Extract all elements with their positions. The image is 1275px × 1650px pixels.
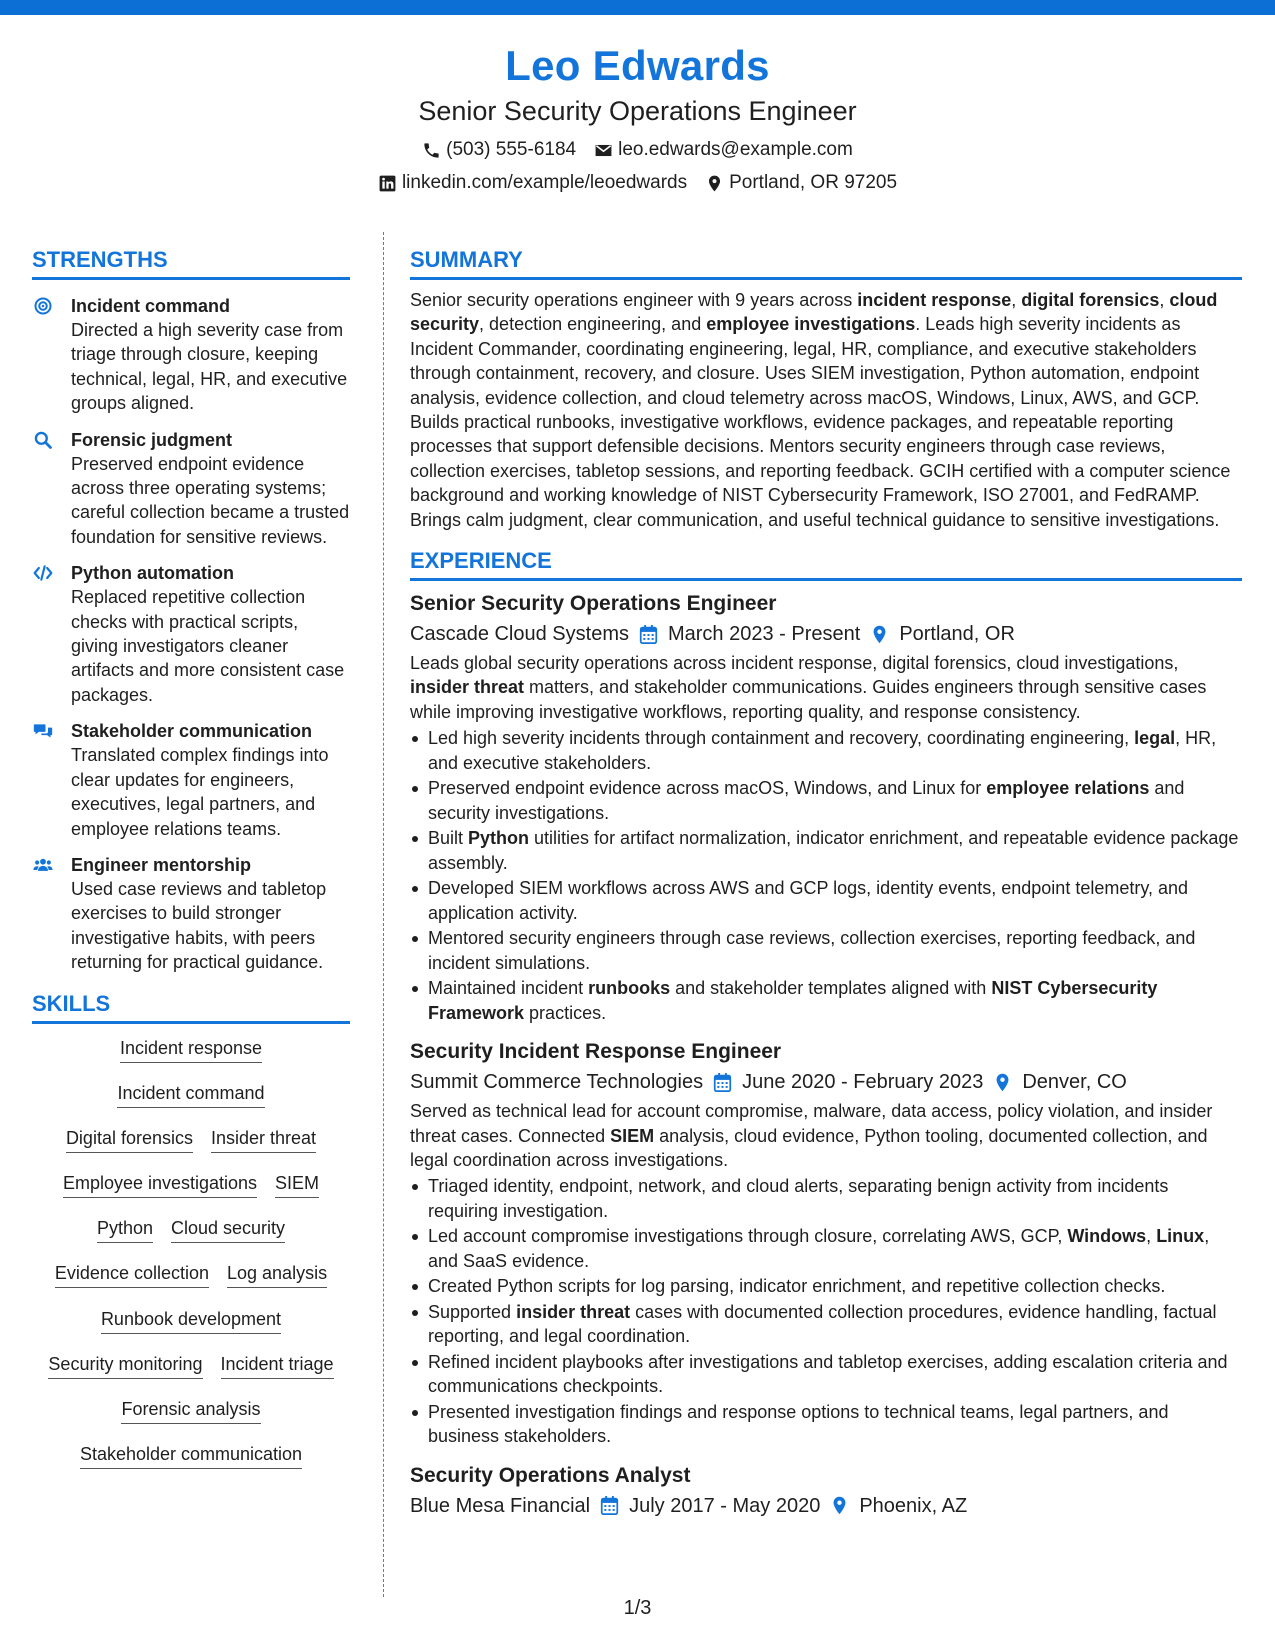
- emphasis-text: SIEM: [610, 1125, 655, 1146]
- experience-list: [410, 589, 1242, 1521]
- contact-line-1: [0, 138, 1275, 162]
- skill-tag: Insider threat: [211, 1126, 316, 1153]
- emphasis-text: insider threat: [410, 677, 525, 698]
- text-run: ,: [1011, 290, 1022, 310]
- strength-desc: Translated complex findings into clear updates for engineers, executives, legal partners, and employee relations teams.: [71, 745, 329, 839]
- text-run: Senior security operations engineer with 9 years across: [410, 290, 858, 310]
- emphasis-text: legal: [1134, 728, 1176, 749]
- strength-item: [32, 719, 350, 841]
- skill-tag: Cloud security: [171, 1216, 285, 1243]
- resume-header: [0, 40, 1275, 195]
- job-bullet: [410, 1350, 1242, 1399]
- text-run: Led account compromise investigations through closure, correlating AWS, GCP,: [428, 1226, 1068, 1247]
- job-bullet: [410, 826, 1242, 875]
- skill-row: [32, 1261, 350, 1306]
- emphasis-text: incident response: [857, 290, 1012, 310]
- emphasis-text: employee relations: [986, 778, 1150, 799]
- skill-row: [32, 1397, 350, 1442]
- job-bullets: [410, 726, 1242, 1025]
- strength-desc: Directed a high severity case from triage through closure, keeping technical, legal, HR, and executive groups aligned.: [71, 320, 348, 414]
- skill-tag: Python: [97, 1216, 153, 1243]
- text-run: ,: [1159, 290, 1170, 310]
- skill-row: [32, 1352, 350, 1397]
- skill-tag: Log analysis: [227, 1261, 327, 1288]
- text-run: and stakeholder templates aligned with: [670, 978, 992, 999]
- skill-tag: Evidence collection: [55, 1261, 209, 1288]
- text-run: . Leads high severity incidents as Incident Commander, coordinating engineering, legal, HR, compliance, and executive stakeholders through containment, recovery, and closure. Uses SIEM investigation, Python automation, endpoint analysis, evidence collection, and cloud telemetry across macOS, Windows, Linux, AWS, and GCP. Builds practical runbooks, investigative workflows, evidence packages, and repeatable reporting processes that support defensible decisions. Mentors security engineers through case reviews, collection exercises, tabletop sessions, and reporting feedback. GCIH certified with a computer science background and working knowledge of NIST Cybersecurity Framework, ISO 27001, and FedRAMP. Brings calm judgment, clear communication, and useful technical guidance to sensitive investigations.: [410, 314, 1231, 530]
- job-bullet: [410, 1400, 1242, 1449]
- job-dates: March 2023 - Present: [667, 623, 861, 646]
- job-location: Portland, OR: [899, 623, 1015, 646]
- text-run: Mentored security engineers through case reviews, collection exercises, reporting feedback, and incident simulations.: [428, 928, 1196, 973]
- strength-item: [32, 853, 350, 975]
- summary-heading: SUMMARY: [410, 245, 1242, 280]
- emphasis-text: cloud security: [410, 290, 1218, 335]
- chat-bubbles-icon: [32, 721, 54, 741]
- job-description: [410, 1099, 1242, 1172]
- job-bullet: [410, 1300, 1242, 1349]
- candidate-title: Senior Security Operations Engineer: [418, 96, 857, 126]
- job-bullet: [410, 876, 1242, 925]
- job-meta: [410, 1067, 1242, 1097]
- summary-text: [410, 288, 1242, 532]
- text-run: , detection engineering, and: [479, 314, 707, 335]
- emphasis-text: insider threat: [516, 1301, 631, 1322]
- contact-location-text: Portland, OR 97205: [729, 172, 898, 193]
- skill-tag: Stakeholder communication: [80, 1442, 302, 1469]
- skill-tag: SIEM: [275, 1171, 319, 1198]
- skill-tag: Employee investigations: [63, 1171, 257, 1198]
- strength-title: Stakeholder communication: [71, 721, 313, 742]
- skill-row: [32, 1171, 350, 1216]
- job-description: [410, 651, 1242, 724]
- calendar-icon: [600, 1495, 619, 1516]
- map-pin-icon: [870, 624, 889, 645]
- contact-phone-text: (503) 555-6184: [446, 139, 577, 160]
- strength-title: Incident command: [71, 296, 231, 316]
- job-location: Phoenix, AZ: [859, 1494, 968, 1517]
- strength-title: Engineer mentorship: [71, 854, 252, 875]
- strength-item: [32, 428, 350, 550]
- text-run: Leads global security operations across incident response, digital forensics, cloud investigations,: [410, 653, 1179, 674]
- job-company: Cascade Cloud Systems: [410, 623, 629, 646]
- calendar-icon: [713, 1072, 732, 1093]
- skill-tag: Incident triage: [221, 1352, 334, 1379]
- job-bullet: [410, 976, 1242, 1025]
- text-run: cases with documented collection procedures, evidence handling, factual reporting, and legal coordination.: [428, 1301, 1217, 1347]
- contact-linkedin-text: linkedin.com/example/leoedwards: [401, 172, 688, 193]
- job-entry: [410, 589, 1242, 1025]
- text-run: Presented investigation findings and response options to technical teams, legal partners, and business stakeholders.: [428, 1401, 1169, 1447]
- text-run: and security investigations.: [428, 778, 1185, 823]
- skill-row: [32, 1081, 350, 1126]
- skills-list: [32, 1036, 350, 1488]
- emphasis-text: runbooks: [588, 978, 671, 999]
- calendar-icon: [639, 624, 658, 645]
- skills-heading: SKILLS: [32, 989, 350, 1024]
- job-dates: July 2017 - May 2020: [629, 1494, 821, 1517]
- job-bullet: [410, 776, 1242, 825]
- text-run: Supported: [428, 1301, 517, 1322]
- text-run: Developed SIEM workflows across AWS and GCP logs, identity events, endpoint telemetry, and application activity.: [428, 878, 1189, 923]
- text-run: ,: [1146, 1226, 1157, 1247]
- envelope-icon: [594, 141, 613, 160]
- job-company: Blue Mesa Financial: [410, 1494, 591, 1517]
- search-icon: [32, 430, 54, 450]
- skill-tag: Incident command: [117, 1081, 264, 1108]
- job-dates: June 2020 - February 2023: [742, 1071, 984, 1094]
- strength-desc: Preserved endpoint evidence across three operating systems; careful collection became a trusted foundation for sensitive reviews.: [71, 453, 350, 547]
- experience-heading: EXPERIENCE: [410, 546, 1242, 581]
- job-title: Security Operations Analyst: [410, 1463, 691, 1487]
- job-location: Denver, CO: [1022, 1071, 1127, 1094]
- strength-desc: Used case reviews and tabletop exercises to build stronger investigative habits, with peers returning for practical guidance.: [71, 878, 327, 973]
- emphasis-text: digital forensics: [1021, 290, 1160, 310]
- text-run: Preserved endpoint evidence across macOS, Windows, and Linux for: [428, 778, 987, 799]
- job-entry: [410, 1037, 1242, 1449]
- contact-line-2: [0, 171, 1275, 195]
- strengths-list: [32, 294, 350, 975]
- skill-row: [32, 1216, 350, 1261]
- job-bullet: [410, 926, 1242, 975]
- right-column: [410, 245, 1242, 1523]
- strength-desc: Replaced repetitive collection checks with practical scripts, giving investigators cleaner artifacts and more consistent case packages.: [71, 587, 345, 705]
- column-divider: [383, 232, 384, 1597]
- skill-row: [32, 1307, 350, 1352]
- linkedin-icon: [378, 174, 397, 193]
- text-run: Refined incident playbooks after investigations and tabletop exercises, adding escalation criteria and communications checkpoints.: [428, 1351, 1228, 1397]
- skill-tag: Security monitoring: [48, 1352, 202, 1379]
- phone-icon: [422, 141, 441, 160]
- left-column: [32, 245, 350, 1487]
- job-title: Security Incident Response Engineer: [410, 1040, 782, 1064]
- emphasis-text: employee investigations: [706, 314, 916, 335]
- text-run: Triaged identity, endpoint, network, and cloud alerts, separating benign activity from incidents requiring investigation.: [428, 1176, 1169, 1221]
- skill-row: [32, 1442, 350, 1487]
- text-run: Built: [428, 828, 469, 849]
- contact-email[interactable]: [594, 138, 853, 162]
- text-run: Maintained incident: [428, 978, 589, 999]
- strength-title: Python automation: [71, 563, 234, 584]
- skill-tag: Runbook development: [101, 1307, 281, 1334]
- text-run: Created Python scripts for log parsing, indicator enrichment, and repetitive collection checks.: [428, 1276, 1166, 1297]
- strength-item: [32, 561, 350, 707]
- emphasis-text: Python: [468, 828, 530, 849]
- map-pin-icon: [705, 174, 724, 193]
- text-run: analysis, cloud evidence, Python tooling, documented collection, and legal coordination across investigations.: [410, 1125, 1208, 1170]
- page-number: 1/3: [623, 1597, 652, 1619]
- text-run: Served as technical lead for account compromise, malware, data access, policy violation, and insider threat cases. Connected: [410, 1101, 1213, 1146]
- target-icon: [32, 296, 54, 316]
- skill-tag: Incident response: [120, 1036, 262, 1063]
- text-run: practices.: [524, 1002, 607, 1023]
- users-icon: [32, 855, 54, 875]
- skill-row: [32, 1126, 350, 1171]
- code-icon: [32, 563, 54, 583]
- text-run: , and SaaS evidence.: [428, 1226, 1210, 1271]
- emphasis-text: NIST Cybersecurity Framework: [428, 978, 1158, 1023]
- job-company: Summit Commerce Technologies: [410, 1071, 704, 1094]
- job-title: Senior Security Operations Engineer: [410, 592, 777, 616]
- job-entry: [410, 1461, 1242, 1521]
- contact-email-text: leo.edwards@example.com: [618, 139, 853, 160]
- contact-location: [705, 171, 897, 195]
- contact-linkedin[interactable]: [378, 171, 687, 195]
- job-bullet: [410, 1224, 1242, 1273]
- skill-row: [32, 1036, 350, 1081]
- job-bullet: [410, 1174, 1242, 1223]
- top-accent-bar: [0, 0, 1275, 15]
- strengths-heading: STRENGTHS: [32, 245, 350, 280]
- job-bullet: [410, 726, 1242, 775]
- text-run: utilities for artifact normalization, indicator enrichment, and repeatable evidence package assembly.: [428, 828, 1239, 873]
- job-meta: [410, 1491, 1242, 1521]
- text-run: , HR, and executive stakeholders.: [428, 728, 1217, 773]
- candidate-name: Leo Edwards: [505, 42, 770, 89]
- strength-title: Forensic judgment: [71, 429, 233, 450]
- job-bullet: [410, 1274, 1242, 1298]
- text-run: Led high severity incidents through containment and recovery, coordinating engineering,: [428, 728, 1135, 749]
- contact-phone[interactable]: [422, 138, 576, 162]
- map-pin-icon: [993, 1072, 1012, 1093]
- skill-tag: Forensic analysis: [121, 1397, 260, 1424]
- map-pin-icon: [830, 1495, 849, 1516]
- job-bullets: [410, 1174, 1242, 1448]
- skill-tag: Digital forensics: [66, 1126, 193, 1153]
- text-run: matters, and stakeholder communications. Guides engineers through sensitive cases while improving investigative workflows, reporting quality, and response consistency.: [410, 677, 1207, 722]
- job-meta: [410, 619, 1242, 649]
- emphasis-text: Linux: [1156, 1226, 1205, 1247]
- emphasis-text: Windows: [1067, 1226, 1147, 1247]
- strength-item: [32, 294, 350, 416]
